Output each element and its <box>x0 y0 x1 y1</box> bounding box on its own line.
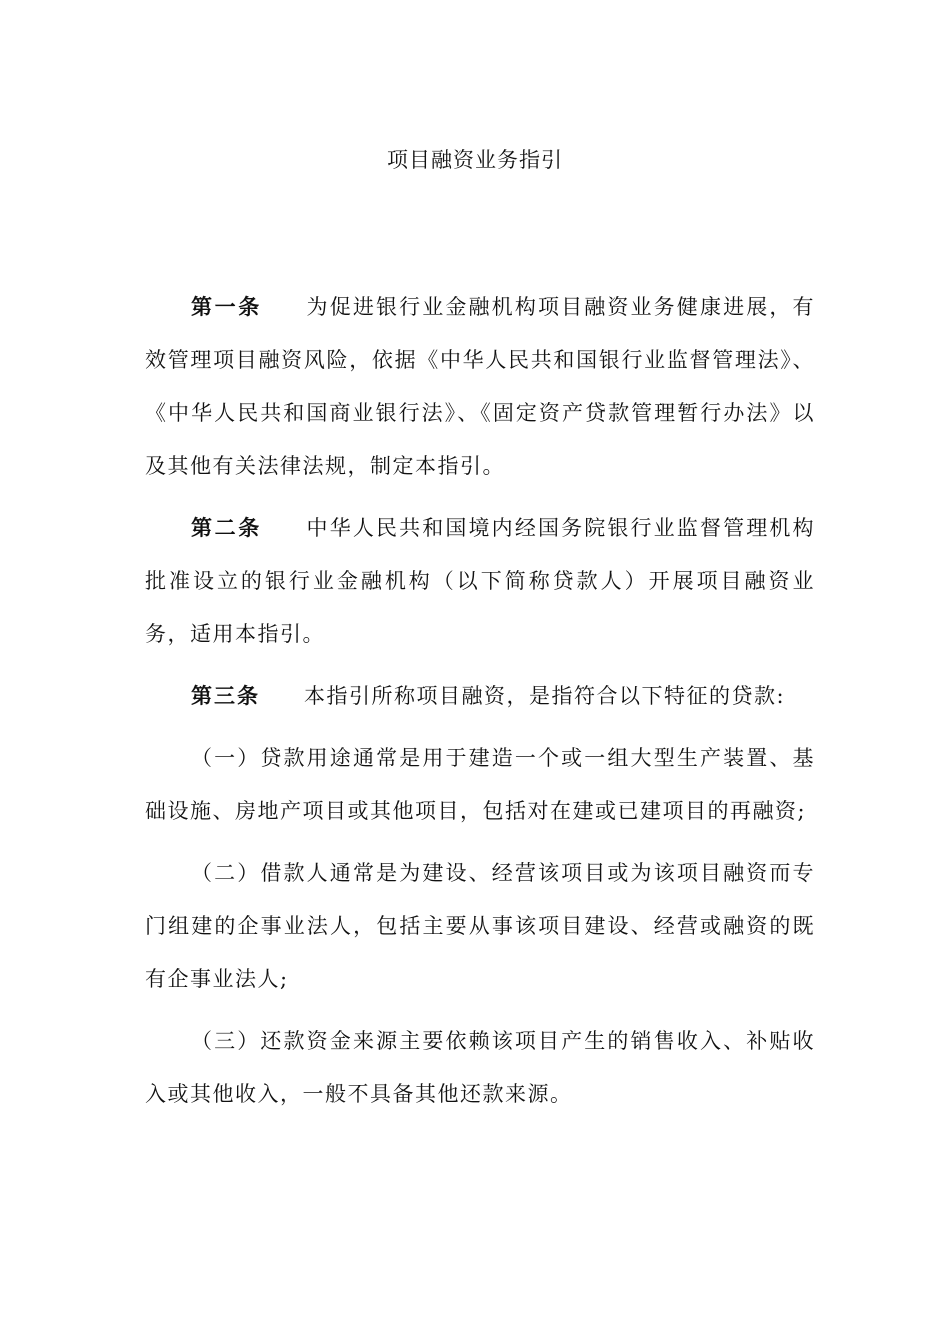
article-1-text: 为促进银行业金融机构项目融资业务健康进展，有效管理项目融资风险，依据《中华人民共和国银行业监督管理法》、《中华人民共和国商业银行法》、《固定资产贷款管理暂行办法》以及其他有关法律法规，制定本指引。 <box>145 295 815 478</box>
clause-1: （一）贷款用途通常是用于建造一个或一组大型生产装置、基础设施、房地产项目或其他项目，包括对在建或已建项目的再融资; <box>145 746 815 823</box>
article-2-label: 第二条 <box>191 516 262 540</box>
article-3-label: 第三条 <box>191 684 260 708</box>
document-body <box>145 281 815 1130</box>
clause-3: （三）还款资金来源主要依赖该项目产生的销售收入、补贴收入或其他收入，一般不具备其他还款来源。 <box>145 1029 815 1106</box>
article-1 <box>145 281 815 493</box>
document-title: 项目融资业务指引 <box>387 148 563 172</box>
article-2 <box>145 502 815 661</box>
clause-2: （二）借款人通常是为建设、经营该项目或为该项目融资而专门组建的企事业法人，包括主要从事该项目建设、经营或融资的既有企事业法人; <box>145 861 815 991</box>
article-3-text: 本指引所称项目融资，是指符合以下特征的贷款: <box>304 684 786 708</box>
article-3 <box>145 670 815 723</box>
article-1-label: 第一条 <box>191 295 262 319</box>
article-2-text: 中华人民共和国境内经国务院银行业监督管理机构批准设立的银行业金融机构（以下简称贷款人）开展项目融资业务，适用本指引。 <box>145 516 815 646</box>
